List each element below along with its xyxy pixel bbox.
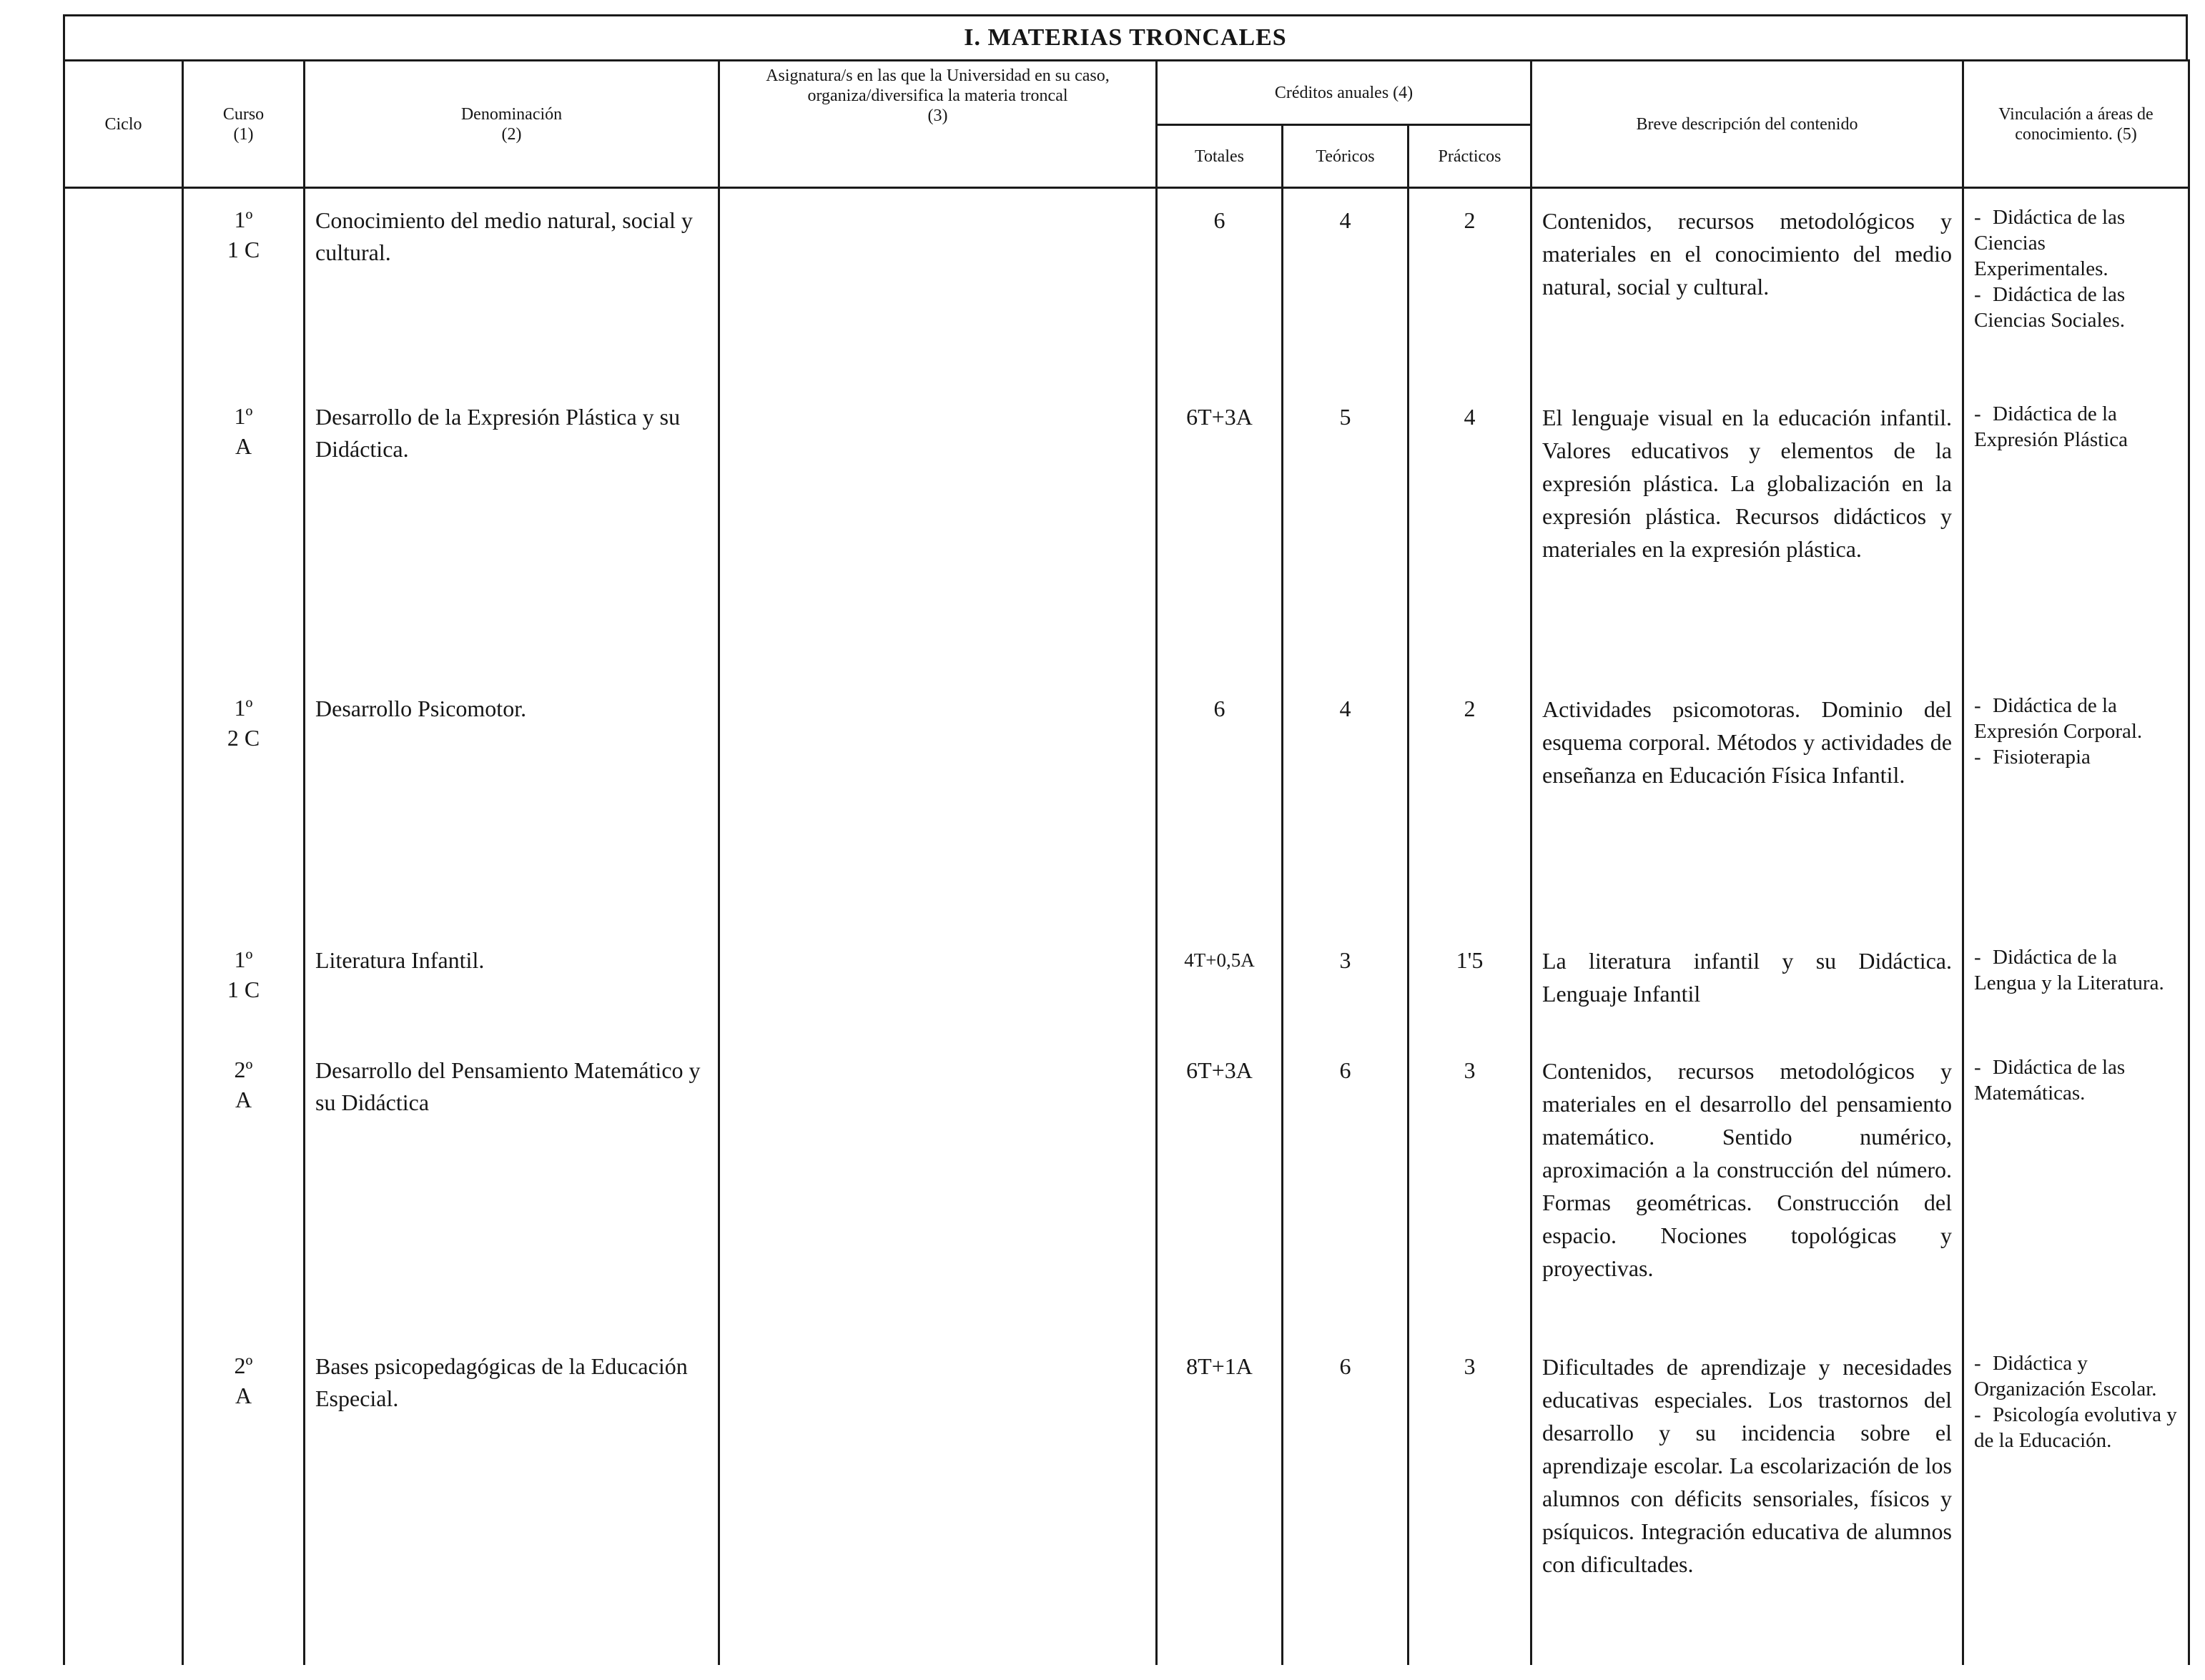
practicos-cell: 3 bbox=[1409, 1054, 1531, 1350]
ciclo-cell bbox=[64, 401, 183, 693]
asignaturas-cell bbox=[719, 693, 1157, 944]
document-page bbox=[63, 14, 2188, 1666]
area-item: - Didáctica de la Expresión Plástica bbox=[1974, 402, 2128, 451]
area-item: - Fisioterapia bbox=[1974, 745, 2091, 769]
ciclo-cell bbox=[64, 693, 183, 944]
practicos-cell: 1'5 bbox=[1409, 944, 1531, 1054]
totales-cell: 6T+3A bbox=[1157, 401, 1283, 693]
teoricos-cell: 4 bbox=[1283, 693, 1409, 944]
area-item: - Didáctica de la Expresión Corporal. bbox=[1974, 693, 2143, 743]
asignaturas-cell bbox=[719, 401, 1157, 693]
header-creditos: Créditos anuales (4) bbox=[1157, 61, 1531, 125]
denominacion-cell: Conocimiento del medio natural, social y cultural. bbox=[305, 188, 719, 401]
asignaturas-cell bbox=[719, 1350, 1157, 1665]
asignaturas-cell bbox=[719, 188, 1157, 401]
totales-cell: 4T+0,5A bbox=[1157, 944, 1283, 1054]
table-row bbox=[64, 1054, 2189, 1350]
teoricos-cell: 3 bbox=[1283, 944, 1409, 1054]
descripcion-cell: Dificultades de aprendizaje y necesidades educativas especiales. Los trastornos del desarrollo y su incidencia sobre el aprendizaje escolar. La escolarización de los alumnos con déficits sensoriales, físicos y psíquicos. Integración educativa de alumnos con dificultades. bbox=[1531, 1350, 1963, 1665]
denominacion-cell: Literatura Infantil. bbox=[305, 944, 719, 1054]
teoricos-cell: 6 bbox=[1283, 1350, 1409, 1665]
totales-cell: 6 bbox=[1157, 693, 1283, 944]
area-item: - Didáctica y Organización Escolar. bbox=[1974, 1351, 2157, 1400]
header-ciclo: Ciclo bbox=[64, 61, 183, 188]
areas-cell bbox=[1963, 693, 2189, 944]
header-curso: Curso (1) bbox=[183, 61, 305, 188]
curso-cell: 1º 1 C bbox=[183, 188, 305, 401]
totales-cell: 6 bbox=[1157, 188, 1283, 401]
areas-cell bbox=[1963, 1054, 2189, 1350]
table-row bbox=[64, 693, 2189, 944]
denominacion-cell: Desarrollo del Pensamiento Matemático y su Didáctica bbox=[305, 1054, 719, 1350]
totales-cell: 8T+1A bbox=[1157, 1350, 1283, 1665]
table-row bbox=[64, 188, 2189, 401]
practicos-cell: 2 bbox=[1409, 188, 1531, 401]
descripcion-cell: Contenidos, recursos metodológicos y materiales en el conocimiento del medio natural, social y cultural. bbox=[1531, 188, 1963, 401]
asignaturas-cell bbox=[719, 944, 1157, 1054]
curso-cell: 1º 2 C bbox=[183, 693, 305, 944]
totales-cell: 6T+3A bbox=[1157, 1054, 1283, 1350]
practicos-cell: 2 bbox=[1409, 693, 1531, 944]
descripcion-cell: Actividades psicomotoras. Dominio del esquema corporal. Métodos y actividades de enseñanza en Educación Física Infantil. bbox=[1531, 693, 1963, 944]
curso-cell: 1º A bbox=[183, 401, 305, 693]
descripcion-cell: El lenguaje visual en la educación infantil. Valores educativos y elementos de la expresión plástica. La globalización en la expresión plástica. Recursos didácticos y materiales en la expresión plástica. bbox=[1531, 401, 1963, 693]
practicos-cell: 4 bbox=[1409, 401, 1531, 693]
ciclo-cell bbox=[64, 188, 183, 401]
denominacion-cell: Bases psicopedagógicas de la Educación Especial. bbox=[305, 1350, 719, 1665]
areas-cell bbox=[1963, 1350, 2189, 1665]
areas-cell bbox=[1963, 401, 2189, 693]
area-item: - Didáctica de las Matemáticas. bbox=[1974, 1055, 2126, 1105]
area-item: - Didáctica de las Ciencias Sociales. bbox=[1974, 283, 2126, 332]
descripcion-cell: La literatura infantil y su Didáctica. Lenguaje Infantil bbox=[1531, 944, 1963, 1054]
teoricos-cell: 6 bbox=[1283, 1054, 1409, 1350]
teoricos-cell: 5 bbox=[1283, 401, 1409, 693]
header-totales: Totales bbox=[1157, 125, 1283, 188]
areas-cell bbox=[1963, 944, 2189, 1054]
area-item: - Didáctica de las Ciencias Experimentales. bbox=[1974, 206, 2126, 280]
curso-cell: 2º A bbox=[183, 1054, 305, 1350]
header-denominacion: Denominación (2) bbox=[305, 61, 719, 188]
asignaturas-cell bbox=[719, 1054, 1157, 1350]
ciclo-cell bbox=[64, 1350, 183, 1665]
area-item: - Didáctica de la Lengua y la Literatura. bbox=[1974, 945, 2164, 994]
header-asignaturas: Asignatura/s en las que la Universidad en su caso, organiza/diversifica la materia troncal (3) bbox=[719, 61, 1157, 188]
materias-table bbox=[63, 59, 2190, 1665]
practicos-cell: 3 bbox=[1409, 1350, 1531, 1665]
header-practicos: Prácticos bbox=[1409, 125, 1531, 188]
descripcion-cell: Contenidos, recursos metodológicos y materiales en el desarrollo del pensamiento matemático. Sentido numérico, aproximación a la construcción del número. Formas geométricas. Construcción del espacio. Nociones topológicas y proyectivas. bbox=[1531, 1054, 1963, 1350]
table-row bbox=[64, 944, 2189, 1054]
section-title: I. MATERIAS TRONCALES bbox=[63, 14, 2188, 61]
table-row bbox=[64, 401, 2189, 693]
curso-cell: 2º A bbox=[183, 1350, 305, 1665]
areas-cell bbox=[1963, 188, 2189, 401]
header-descripcion: Breve descripción del contenido bbox=[1531, 61, 1963, 188]
header-vinculacion: Vinculación a áreas de conocimiento. (5) bbox=[1963, 61, 2189, 188]
ciclo-cell bbox=[64, 944, 183, 1054]
ciclo-cell bbox=[64, 1054, 183, 1350]
curso-cell: 1º 1 C bbox=[183, 944, 305, 1054]
teoricos-cell: 4 bbox=[1283, 188, 1409, 401]
header-teoricos: Teóricos bbox=[1283, 125, 1409, 188]
area-item: - Psicología evolutiva y de la Educación. bbox=[1974, 1403, 2177, 1452]
denominacion-cell: Desarrollo de la Expresión Plástica y su Didáctica. bbox=[305, 401, 719, 693]
table-row bbox=[64, 1350, 2189, 1665]
denominacion-cell: Desarrollo Psicomotor. bbox=[305, 693, 719, 944]
